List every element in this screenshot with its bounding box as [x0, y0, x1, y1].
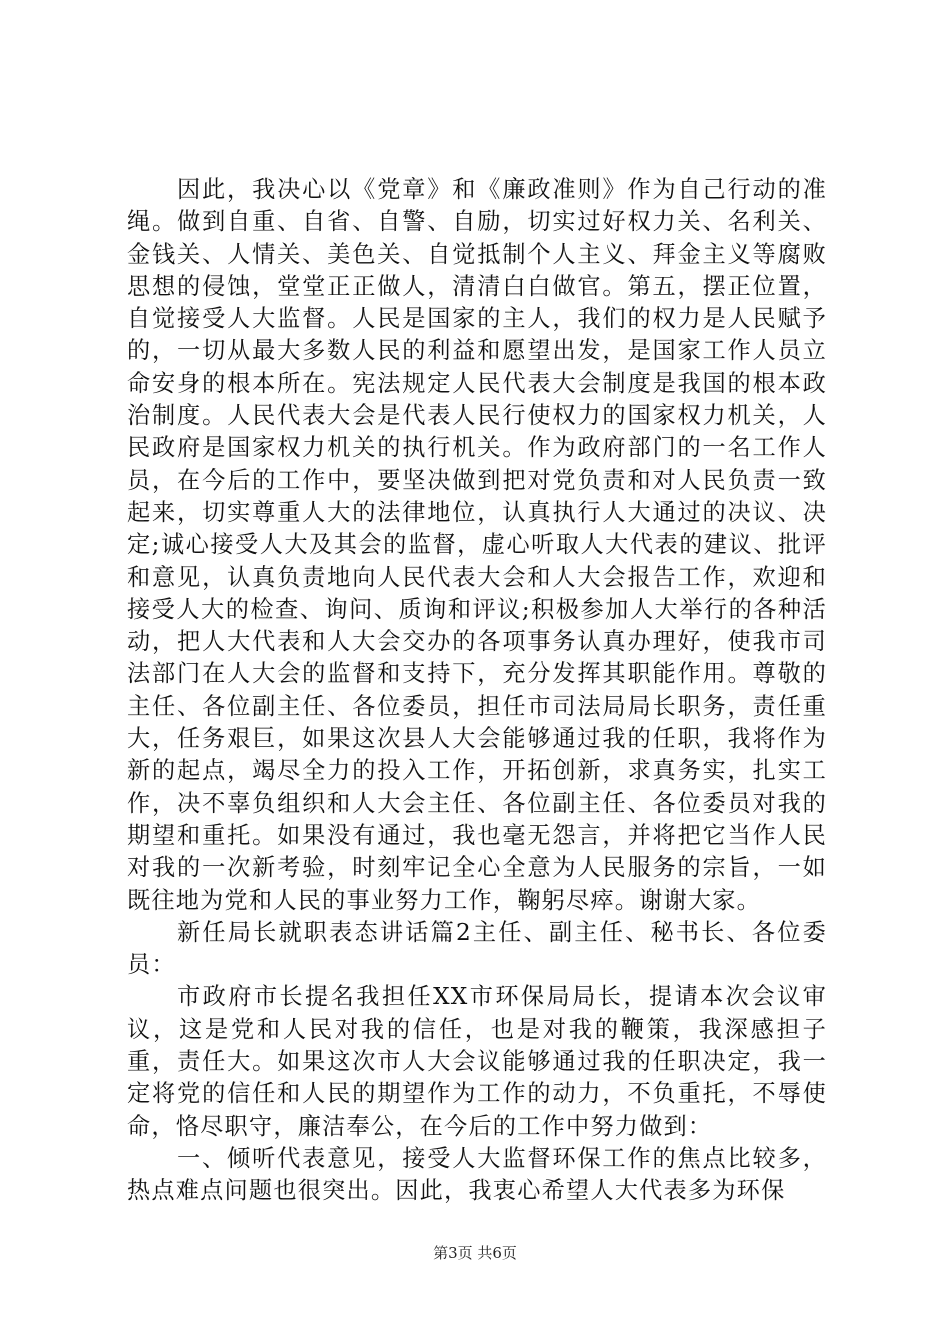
- document-body: [127, 174, 827, 1208]
- paragraph-2: 新任局长就职表态讲话篇2主任、副主任、秘书长、各位委员：: [127, 918, 827, 979]
- paragraph-1: 因此，我决心以《党章》和《廉政准则》作为自己行动的准绳。做到自重、自省、自警、自励，切实过好权力关、名利关、金钱关、人情关、美色关、自觉抵制个人主义、拜金主义等腐败思想的侵蚀，堂堂正正做人，清清白白做官。第五，摆正位置，自觉接受人大监督。人民是国家的主人，我们的权力是人民赋予的，一切从最大多数人民的利益和愿望出发，是国家工作人员立命安身的根本所在。宪法规定人民代表大会制度是我国的根本政治制度。人民代表大会是代表人民行使权力的国家权力机关，人民政府是国家权力机关的执行机关。作为政府部门的一名工作人员，在今后的工作中，要坚决做到把对党负责和对人民负责一致起来，切实尊重人大的法律地位，认真执行人大通过的决议、决定;诚心接受人大及其会的监督，虚心听取人大代表的建议、批评和意见，认真负责地向人民代表大会和人大会报告工作，欢迎和接受人大的检查、询问、质询和评议;积极参加人大举行的各种活动，把人大代表和人大会交办的各项事务认真办理好，使我市司法部门在人大会的监督和支持下，充分发挥其职能作用。尊敬的主任、各位副主任、各位委员，担任市司法局局长职务，责任重大，任务艰巨，如果这次县人大会能够通过我的任职，我将作为新的起点，竭尽全力的投入工作，开拓创新，求真务实，扎实工作，决不辜负组织和人大会主任、各位副主任、各位委员对我的期望和重托。如果没有通过，我也毫无怨言，并将把它当作人民对我的一次新考验，时刻牢记全心全意为人民服务的宗旨，一如既往地为党和人民的事业努力工作，鞠躬尽瘁。谢谢大家。: [127, 176, 827, 914]
- paragraph-3: 市政府市长提名我担任XX市环保局局长，提请本次会议审议，这是党和人民对我的信任，也是对我的鞭策，我深感担子重，责任大。如果这次市人大会议能够通过我的任职决定，我一定将党的信任和人民的期望作为工作的动力，不负重托，不辱使命，恪尽职守，廉洁奉公，在今后的工作中努力做到：: [127, 983, 827, 1140]
- paragraph-4: 一、倾听代表意见，接受人大监督环保工作的焦点比较多，热点难点问题也很突出。因此，我衷心希望人大代表多为环保: [127, 1144, 827, 1205]
- page-number-footer: 第3页 共6页: [433, 1244, 517, 1262]
